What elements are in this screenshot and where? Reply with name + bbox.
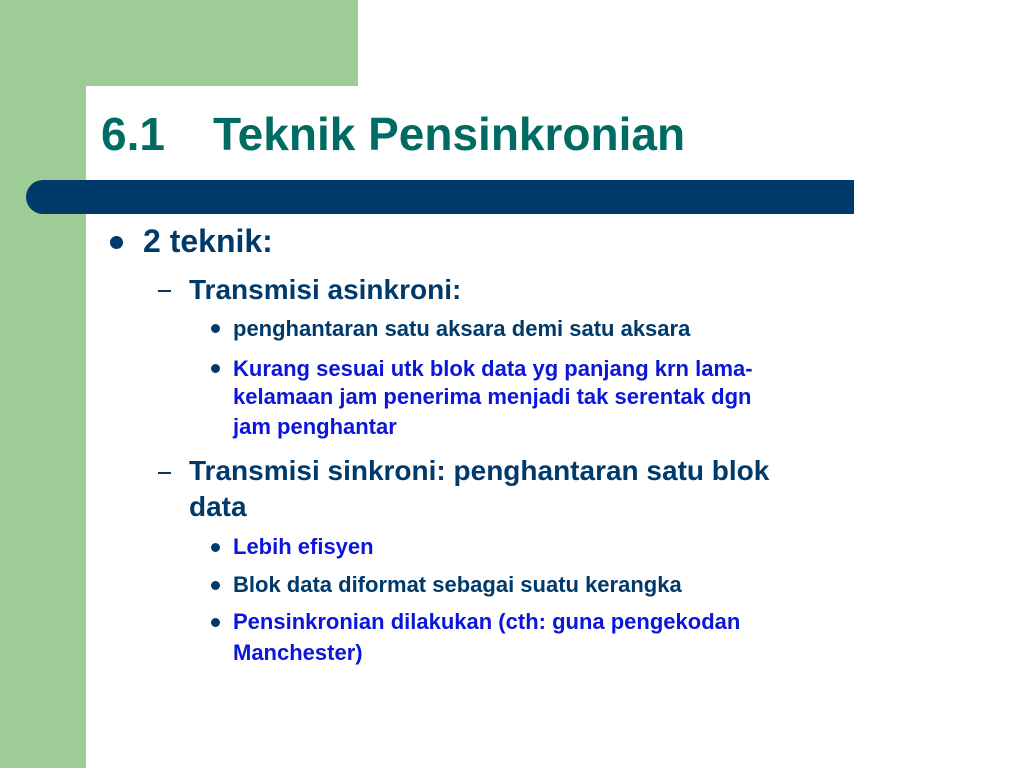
accent-band-left <box>0 0 86 768</box>
title-text: Teknik Pensinkronian <box>213 108 686 160</box>
sub-bullet-text: Kurang sesuai utk blok data yg panjang krn lama- <box>233 356 753 381</box>
sub-bullet-text: jam penghantar <box>233 414 397 439</box>
sub-bullet-dot <box>211 618 220 627</box>
sub-bullet-dot <box>211 543 220 552</box>
section-heading: Transmisi sinkroni: penghantaran satu blok <box>189 455 770 486</box>
slide-title <box>101 106 685 162</box>
bullet-l1-text: 2 teknik: <box>143 223 273 259</box>
section-heading: Transmisi asinkroni: <box>189 274 462 305</box>
sub-bullet-text: Pensinkronian dilakukan (cth: guna pengekodan <box>233 609 741 634</box>
sub-bullet-text: Blok data diformat sebagai suatu kerangka <box>233 572 682 597</box>
sub-bullet-text: Lebih efisyen <box>233 534 374 559</box>
sub-bullet-dot <box>211 324 220 333</box>
sub-bullet-dot <box>211 364 220 373</box>
sub-bullet-text: penghantaran satu aksara demi satu aksara <box>233 316 691 341</box>
sub-bullet-text: kelamaan jam penerima menjadi tak serentak dgn <box>233 384 752 409</box>
sub-bullet-dot <box>211 581 220 590</box>
sub-bullet-text: Manchester) <box>233 640 363 665</box>
section-heading: data <box>189 491 247 522</box>
title-number: 6.1 <box>101 108 165 160</box>
dash-marker <box>158 290 171 292</box>
title-rule <box>26 180 854 214</box>
bullet-dot <box>110 236 123 249</box>
dash-marker <box>158 472 171 474</box>
